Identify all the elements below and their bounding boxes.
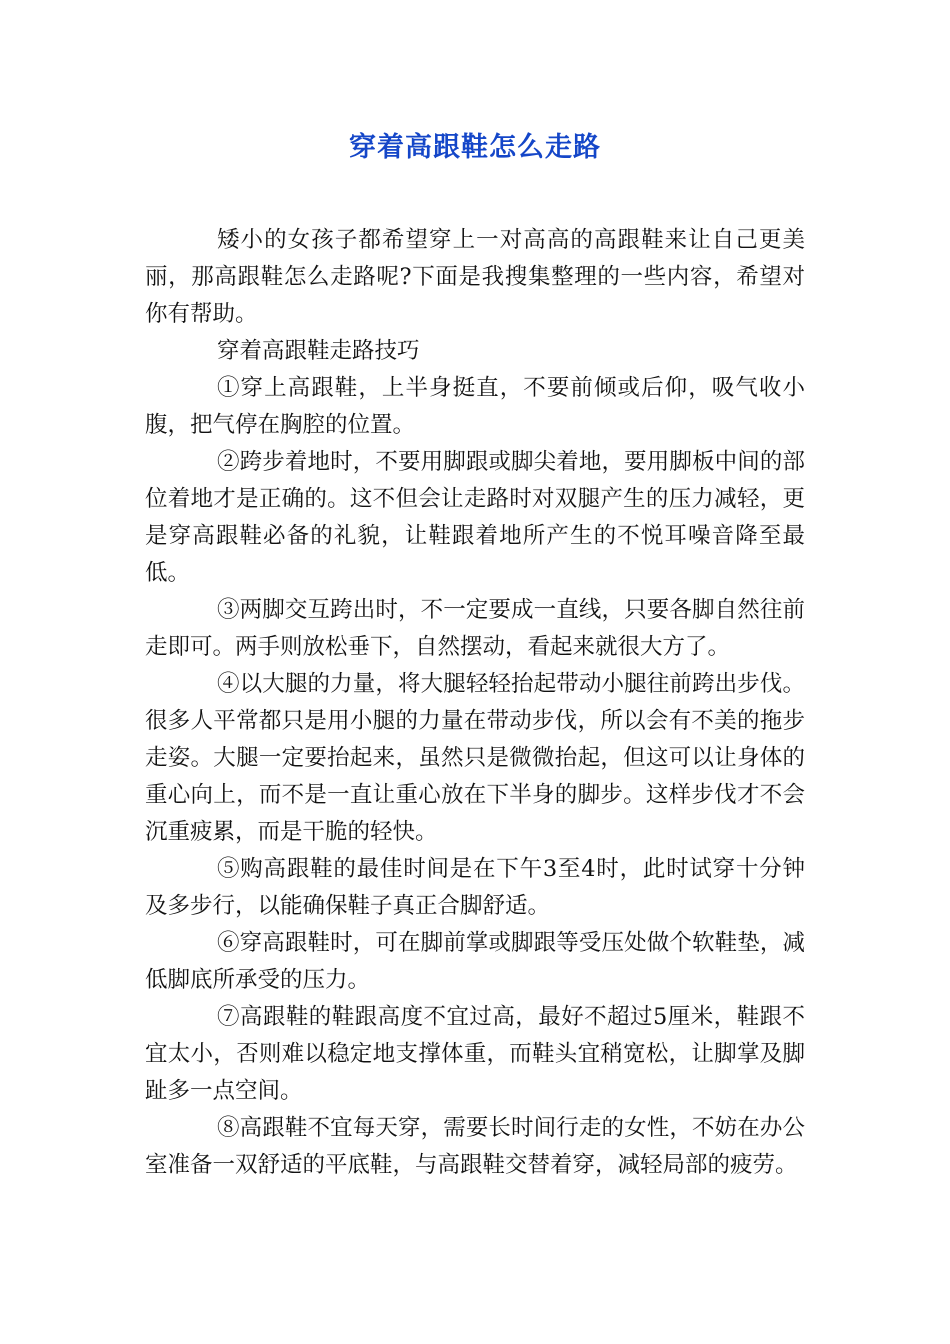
tip-paragraph-4: ④以大腿的力量，将大腿轻轻抬起带动小腿往前跨出步伐。很多人平常都只是用小腿的力量在带动步伐，所以会有不美的拖步走姿。大腿一定要抬起来，虽然只是微微抬起，但这可以让身体的重心向上，而不是一直让重心放在下半身的脚步。这样步伐才不会沉重疲累，而是干脆的轻快。	[145, 671, 805, 845]
section-heading: 穿着高跟鞋走路技巧	[217, 338, 420, 364]
tip-paragraph-5: ⑤购高跟鞋的最佳时间是在下午3至4时，此时试穿十分钟及多步行，以能确保鞋子真正合脚舒适。	[145, 856, 805, 919]
tip-paragraph-7: ⑦高跟鞋的鞋跟高度不宜过高，最好不超过5厘米，鞋跟不宜太小，否则难以稳定地支撑体重，而鞋头宜稍宽松，让脚掌及脚趾多一点空间。	[145, 1004, 805, 1104]
tip-paragraph-6: ⑥穿高跟鞋时，可在脚前掌或脚跟等受压处做个软鞋垫，减低脚底所承受的压力。	[145, 930, 805, 993]
intro-paragraph: 矮小的女孩子都希望穿上一对高高的高跟鞋来让自己更美丽，那高跟鞋怎么走路呢?下面是我搜集整理的一些内容，希望对你有帮助。	[145, 227, 805, 327]
document-body	[145, 222, 805, 1184]
tip-paragraph-3: ③两脚交互跨出时，不一定要成一直线，只要各脚自然往前走即可。两手则放松垂下，自然摆动，看起来就很大方了。	[145, 597, 805, 660]
tip-paragraph-2: ②跨步着地时，不要用脚跟或脚尖着地，要用脚板中间的部位着地才是正确的。这不但会让走路时对双腿产生的压力减轻，更是穿高跟鞋必备的礼貌，让鞋跟着地所产生的不悦耳噪音降至最低。	[145, 449, 805, 586]
tip-paragraph-1: ①穿上高跟鞋，上半身挺直，不要前倾或后仰，吸气收小腹，把气停在胸腔的位置。	[145, 375, 805, 438]
tip-paragraph-8: ⑧高跟鞋不宜每天穿，需要长时间行走的女性，不妨在办公室准备一双舒适的平底鞋，与高跟鞋交替着穿，减轻局部的疲劳。	[145, 1115, 805, 1178]
document-title: 穿着高跟鞋怎么走路	[349, 132, 601, 163]
